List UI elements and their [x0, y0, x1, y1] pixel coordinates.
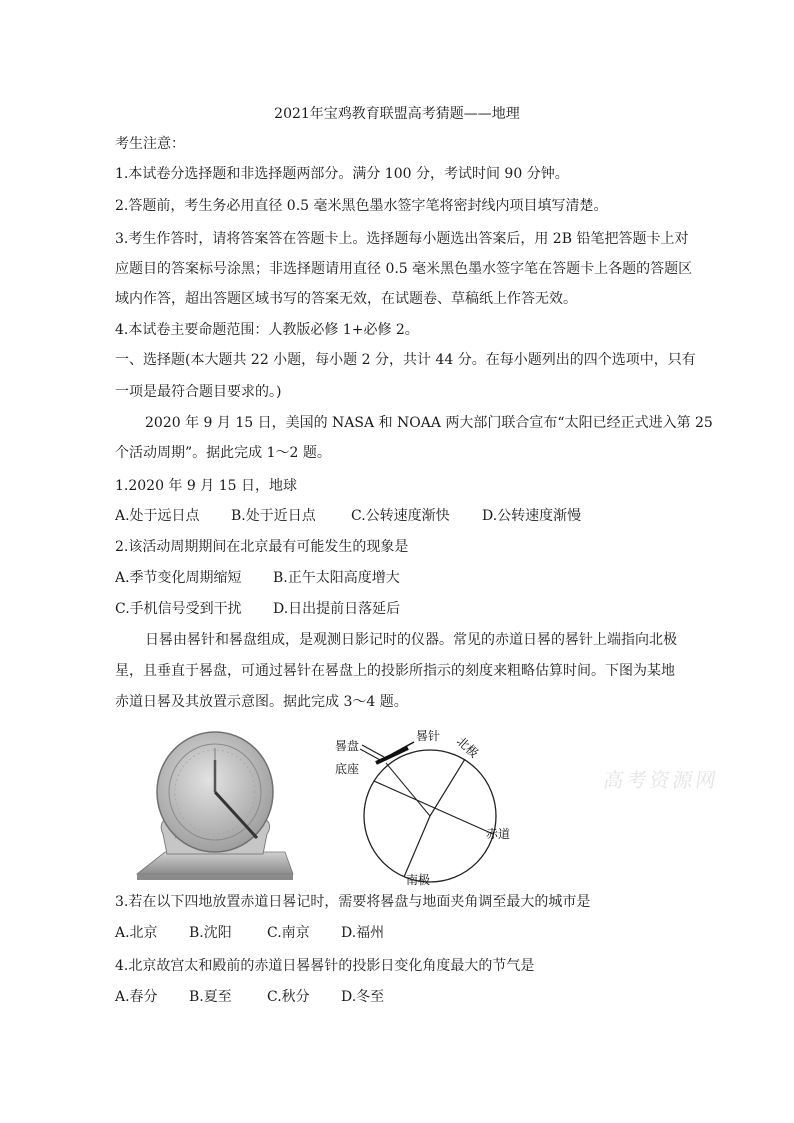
- q2-option-b: B.正午太阳高度增大: [273, 570, 400, 586]
- page-title: 2021年宝鸡教育联盟高考猜题——地理: [274, 106, 520, 122]
- watermark: 高考资源网: [601, 768, 721, 792]
- notice-line-4: 应题目的答案标号涂黑；非选择题请用直径 0.5 毫米黑色墨水签字笔在答题卡上各题的答题区: [115, 261, 693, 277]
- q1-option-c: C.公转速度渐快: [351, 508, 450, 524]
- section-heading-1: 一、选择题(本大题共 22 小题，每小题 2 分，共计 44 分。在每小题列出的四个选项中，只有: [115, 352, 696, 368]
- q3-options: [115, 923, 384, 943]
- q3-option-a: A.北京: [115, 925, 158, 941]
- label-equator: 赤道: [486, 827, 511, 841]
- q4-option-b: B.夏至: [189, 989, 232, 1005]
- q1-option-b: B.处于近日点: [231, 508, 316, 524]
- passage2-line-2: 星，且垂直于晷盘，可通过晷针在晷盘上的投影所指示的刻度来粗略估算时间。下图为某地: [115, 663, 675, 679]
- sundial-illustration: [135, 726, 295, 886]
- q3-stem: 3.若在以下四地放置赤道日晷记时，需要将晷盘与地面夹角调至最大的城市是: [115, 894, 591, 910]
- section-heading-2: 一项是最符合题目要求的。): [115, 384, 282, 400]
- notice-line-1: 1.本试卷分选择题和非选择题两部分。满分 100 分，考试时间 90 分钟。: [115, 166, 569, 182]
- q2-option-d: D.日出提前日落延后: [273, 601, 401, 617]
- q4-option-a: A.春分: [115, 989, 158, 1005]
- notice-line-5: 域内作答，超出答题区域书写的答案无效，在试题卷、草稿纸上作答无效。: [115, 291, 577, 307]
- label-base: 底座: [335, 762, 360, 776]
- notice-heading: 考生注意：: [115, 136, 185, 152]
- passage1-line-1: 2020 年 9 月 15 日，美国的 NASA 和 NOAA 两大部门联合宣布“太阳已经正式进入第 25: [145, 415, 713, 431]
- q3-option-b: B.沈阳: [189, 925, 232, 941]
- dial-plate: [362, 745, 384, 757]
- notice-line-3: 3.考生作答时，请将答案答在答题卡上。选择题每小题选出答案后，用 2B 铅笔把答题卡上对: [115, 231, 689, 247]
- q1-option-d: D.公转速度渐慢: [482, 508, 582, 524]
- notice-line-6: 4.本试卷主要命题范围：人教版必修 1+必修 2。: [115, 322, 419, 338]
- label-north-pole: 北极: [453, 734, 482, 761]
- sundial-schematic-diagram: [330, 726, 520, 886]
- q2-options-row1: [115, 568, 400, 588]
- label-dial: 晷盘: [335, 739, 360, 753]
- q2-option-a: A.季节变化周期缩短: [115, 570, 242, 586]
- axis-line: [430, 759, 465, 816]
- q3-option-d: D.福州: [341, 925, 385, 941]
- q2-options-row2: [115, 599, 400, 619]
- notice-line-2: 2.答题前，考生务必用直径 0.5 毫米黑色墨水签字笔将密封线内项目填写清楚。: [115, 198, 608, 214]
- passage2-line-1: 日晷由晷针和晷盘组成，是观测日影记时的仪器。常见的赤道日晷的晷针上端指向北极: [145, 632, 677, 648]
- q1-stem: 1.2020 年 9 月 15 日，地球: [115, 478, 297, 494]
- passage1-line-2: 个活动周期”。据此完成 1～2 题。: [115, 445, 331, 461]
- q4-option-c: C.秋分: [267, 989, 310, 1005]
- label-gnomon: 晷针: [416, 729, 441, 743]
- passage2-line-3: 赤道日晷及其放置示意图。据此完成 3～4 题。: [115, 694, 408, 710]
- q4-option-d: D.冬至: [341, 989, 385, 1005]
- q2-stem: 2.该活动周期期间在北京最有可能发生的现象是: [115, 539, 409, 555]
- q1-options: [115, 506, 581, 526]
- q3-option-c: C.南京: [267, 925, 310, 941]
- q2-option-c: C.手机信号受到干扰: [115, 601, 242, 617]
- q4-options: [115, 987, 384, 1007]
- equator-line: [374, 781, 493, 834]
- q1-option-a: A.处于远日点: [115, 508, 200, 524]
- label-south-pole: 南极: [406, 873, 431, 886]
- q4-stem: 4.北京故宫太和殿前的赤道日晷晷针的投影日变化角度最大的节气是: [115, 958, 535, 974]
